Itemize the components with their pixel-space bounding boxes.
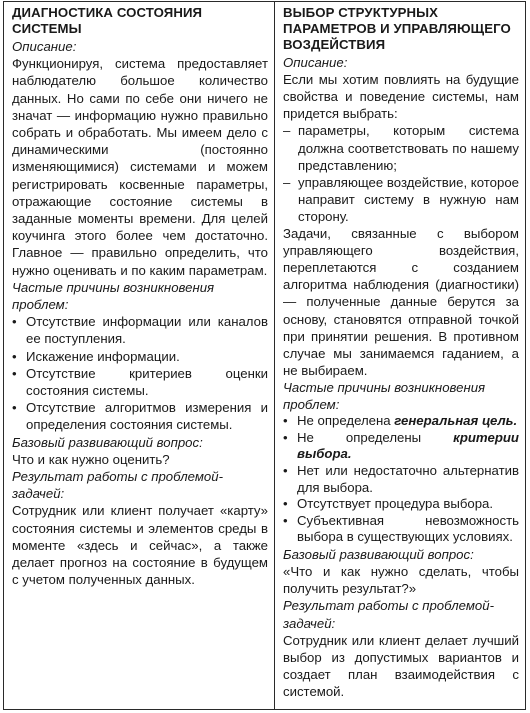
list-item: • Отсутствие информации или каналов ее поступления. <box>12 314 268 347</box>
problems-list <box>283 413 519 546</box>
result-text: Сотрудник или клиент получает «карту» состояния системы и элементов среды в моменте «здесь и сейчас», а также делает прогноз на состояние в будущем с учетом полученных данных. <box>12 503 268 588</box>
bullet-icon: • <box>12 400 17 416</box>
list-item: • Субъективная невозможность выбора в существующих условиях. <box>283 512 519 545</box>
bullet-icon: • <box>283 413 288 429</box>
bullet-icon: • <box>12 365 17 381</box>
dash-icon: – <box>283 174 291 190</box>
description-label: Описание: <box>283 55 348 70</box>
bullet-icon: • <box>283 496 288 512</box>
question-text: «Что и как нужно сделать, чтобы получить результат?» <box>283 564 519 597</box>
bullet-icon: • <box>283 463 288 479</box>
result-label: Результат работы с проблемой-задачей: <box>12 469 223 502</box>
two-column-table <box>3 1 526 710</box>
description-text: Если мы хотим повлиять на будущие свойства и поведение системы, нам придется выбрать: <box>283 72 519 122</box>
problems-label: Частые причины возникновения проблем: <box>283 379 486 413</box>
column-choice <box>275 2 525 709</box>
emphasis-text: критерии выбора. <box>297 429 519 462</box>
list-item: • Отсутствует процедура выбора. <box>283 496 494 512</box>
result-label: Результат работы с проблемой-задачей: <box>283 598 494 631</box>
dash-icon: – <box>283 123 291 139</box>
choices-list <box>283 122 519 225</box>
bullet-icon: • <box>12 348 17 364</box>
result-text: Сотрудник или клиент делает лучший выбор из допустимых вариантов и создает план взаимодействия с системой. <box>283 632 519 700</box>
emphasis-text: генеральная цель. <box>394 413 518 429</box>
bullet-icon: • <box>283 429 288 445</box>
description-text: Функционируя, система предоставляет наблюдателю большое количество данных. Но сами по себе они ничего не значат — информацию нужно правильно собрать и обработать. Мы имеем дело с динамическими (постоянно изменяющимися) системами и можем регистрировать косвенные параметры, отражающие состояние системы в заданные моменты времени. Для целей коучинга этого более чем достаточно. Главное — правильно определить, что нужно оценивать и по каким параметрам. <box>12 56 268 278</box>
list-item: – управляющее воздействие, которое направит систему в нужную нам сторону. <box>283 174 519 224</box>
problems-label: Частые причины возникновения проблем: <box>12 279 215 313</box>
column-diagnostics <box>4 2 275 709</box>
question-text: Что и как нужно оценить? <box>12 451 170 467</box>
column-title: ДИАГНОСТИКА СОСТОЯНИЯ СИСТЕМЫ <box>12 5 203 36</box>
question-label: Базовый развивающий вопрос: <box>12 434 203 450</box>
column-title: ВЫБОР СТРУКТУРНЫХ ПАРАМЕТРОВ И УПРАВЛЯЮЩЕГО ВОЗДЕЙСТВИЯ <box>283 5 511 52</box>
problems-list <box>12 313 268 433</box>
list-item: • Отсутствие критериев оценки состояния системы. <box>12 365 268 399</box>
bullet-icon: • <box>283 512 288 528</box>
list-item: • Отсутствие алгоритмов измерения и определения состояния системы. <box>12 400 268 433</box>
list-item: • Не определены критерии выбора. <box>283 429 519 462</box>
description-text-2: Задачи, связанные с выбором управляющего воздействия, переплетаются с созданием алгоритма наблюдения (диагностики) — полученные данные берутся за основу, становятся отправной точкой при принятии решения. В противном случае мы занимаемся гаданием, а не выбираем. <box>283 226 519 378</box>
list-item: • Нет или недостаточно альтернатив для выбора. <box>283 463 519 495</box>
list-item: • Не определена генеральная цель. <box>283 413 518 429</box>
description-label: Описание: <box>12 39 77 54</box>
question-label: Базовый развивающий вопрос: <box>283 547 474 563</box>
list-item: – параметры, которым система должна соответствовать по нашему представлению; <box>283 123 519 173</box>
list-item: • Искажение информации. <box>12 348 180 364</box>
bullet-icon: • <box>12 314 17 330</box>
